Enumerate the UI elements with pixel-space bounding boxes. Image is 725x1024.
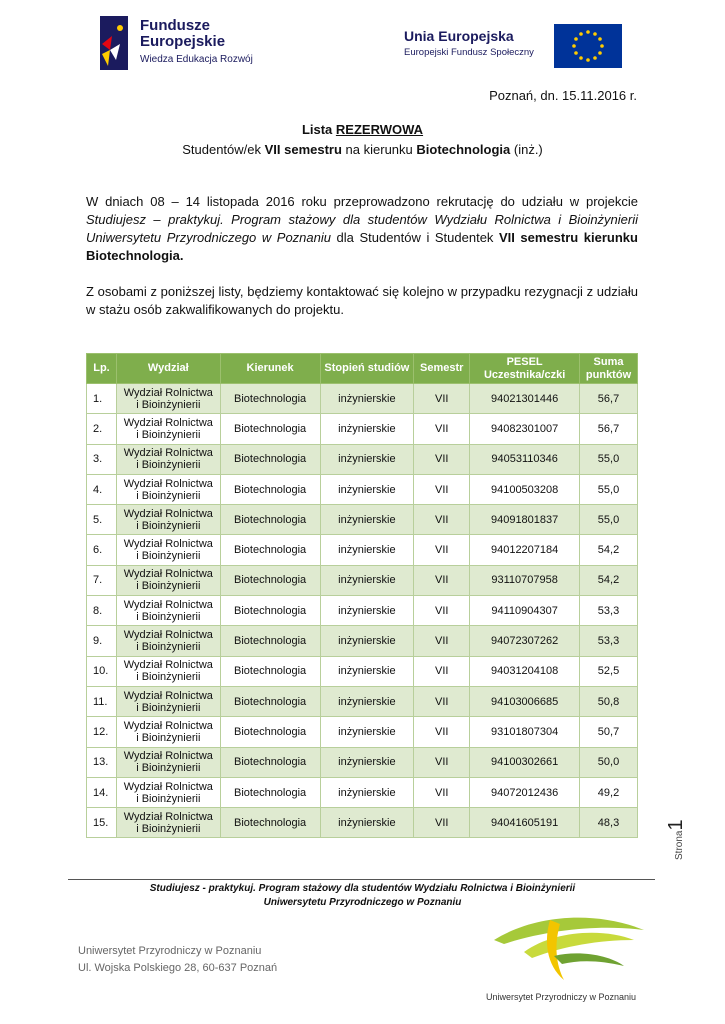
- cell-semestr: VII: [414, 717, 470, 747]
- cell-lp: 5.: [87, 505, 117, 535]
- cell-semestr: VII: [414, 808, 470, 838]
- ue-subtitle: Europejski Fundusz Społeczny: [404, 47, 534, 58]
- cell-suma: 53,3: [580, 596, 638, 626]
- cell-kierunek: Biotechnologia: [220, 505, 320, 535]
- cell-lp: 6.: [87, 535, 117, 565]
- table-row: [87, 596, 638, 626]
- header-semestr: Semestr: [414, 354, 470, 384]
- cell-pesel: 94082301007: [470, 414, 580, 444]
- footer-divider: [68, 879, 655, 880]
- header-suma: Suma punktów: [580, 354, 638, 384]
- cell-pesel: 94031204108: [470, 656, 580, 686]
- wydzial-line2: i Bioinżynierii: [136, 428, 201, 441]
- cell-wydzial: [116, 717, 220, 747]
- cell-wydzial: [116, 686, 220, 716]
- table-row: [87, 656, 638, 686]
- cell-semestr: VII: [414, 656, 470, 686]
- table-row: [87, 535, 638, 565]
- wydzial-line1: Wydział Rolnictwa: [123, 659, 213, 672]
- info-paragraph: Z osobami z poniższej listy, będziemy kontaktować się kolejno w przypadku rezygnacji z udziału w stażu osób zakwalifikowanych do projektu.: [86, 284, 638, 317]
- table-row: [87, 626, 638, 656]
- wydzial-line1: Wydział Rolnictwa: [123, 447, 213, 460]
- cell-wydzial: [116, 596, 220, 626]
- fundusze-europejskie-logo: [98, 14, 298, 74]
- table-row: [87, 505, 638, 535]
- header-kierunek: Kierunek: [220, 354, 320, 384]
- cell-stopien: inżynierskie: [320, 686, 414, 716]
- cell-stopien: inżynierskie: [320, 656, 414, 686]
- page-label: Strona: [674, 830, 685, 860]
- cell-pesel: 93110707958: [470, 565, 580, 595]
- cell-lp: 8.: [87, 596, 117, 626]
- table-row: [87, 686, 638, 716]
- cell-lp: 2.: [87, 414, 117, 444]
- header-stopien: Stopień studiów: [320, 354, 414, 384]
- document-date: Poznań, dn. 15.11.2016 r.: [489, 88, 637, 103]
- cell-kierunek: Biotechnologia: [220, 777, 320, 807]
- cell-stopien: inżynierskie: [320, 808, 414, 838]
- cell-stopien: inżynierskie: [320, 505, 414, 535]
- reserve-list-table: [86, 353, 638, 838]
- cell-suma: 55,0: [580, 505, 638, 535]
- cell-lp: 1.: [87, 384, 117, 414]
- wydzial-line1: Wydział Rolnictwa: [123, 538, 213, 551]
- cell-pesel: 94091801837: [470, 505, 580, 535]
- intro-part-a: W dniach 08 – 14 listopada 2016 roku przeprowadzono rekrutację do udziału w projekcie: [86, 194, 638, 209]
- cell-wydzial: [116, 626, 220, 656]
- document-title: [0, 122, 725, 137]
- cell-stopien: inżynierskie: [320, 565, 414, 595]
- wydzial-line2: i Bioinżynierii: [136, 762, 201, 775]
- footer-project: [0, 882, 725, 910]
- wydzial-line2: i Bioinżynierii: [136, 459, 201, 472]
- cell-kierunek: Biotechnologia: [220, 626, 320, 656]
- footer-line1: Studiujesz - praktykuj. Program stażowy dla studentów Wydziału Rolnictwa i Bioinżynierii: [149, 883, 576, 894]
- cell-kierunek: Biotechnologia: [220, 808, 320, 838]
- wydzial-line2: i Bioinżynierii: [136, 550, 201, 563]
- fe-flag-icon: [98, 14, 130, 72]
- table-row: [87, 384, 638, 414]
- wydzial-line1: Wydział Rolnictwa: [123, 780, 213, 793]
- cell-suma: 55,0: [580, 474, 638, 504]
- wydzial-line1: Wydział Rolnictwa: [123, 568, 213, 581]
- table-row: [87, 777, 638, 807]
- cell-pesel: 94012207184: [470, 535, 580, 565]
- cell-pesel: 94053110346: [470, 444, 580, 474]
- cell-semestr: VII: [414, 535, 470, 565]
- address-line2: Ul. Wojska Polskiego 28, 60-637 Poznań: [78, 962, 278, 974]
- footer-address: [78, 943, 277, 977]
- cell-lp: 10.: [87, 656, 117, 686]
- university-logo-icon: [484, 910, 654, 990]
- cell-pesel: 94041605191: [470, 808, 580, 838]
- cell-lp: 13.: [87, 747, 117, 777]
- cell-wydzial: [116, 808, 220, 838]
- fe-title-line2: Europejskie: [140, 33, 226, 50]
- fe-title-line1: Fundusze: [140, 17, 210, 34]
- wydzial-line2: i Bioinżynierii: [136, 580, 201, 593]
- fe-subtitle: Wiedza Edukacja Rozwój: [140, 54, 253, 65]
- subtitle-part-a: Studentów/ek: [182, 142, 265, 157]
- cell-wydzial: [116, 474, 220, 504]
- table-row: [87, 808, 638, 838]
- intro-part-d: VII semestru kierunku Biotechnologia.: [86, 230, 638, 263]
- cell-semestr: VII: [414, 565, 470, 595]
- wydzial-line2: i Bioinżynierii: [136, 610, 201, 623]
- cell-suma: 54,2: [580, 565, 638, 595]
- unia-europejska-logo: [404, 24, 624, 70]
- wydzial-line2: i Bioinżynierii: [136, 489, 201, 502]
- cell-semestr: VII: [414, 626, 470, 656]
- cell-kierunek: Biotechnologia: [220, 686, 320, 716]
- cell-stopien: inżynierskie: [320, 444, 414, 474]
- cell-lp: 14.: [87, 777, 117, 807]
- subtitle-field: Biotechnologia: [416, 142, 511, 157]
- cell-kierunek: Biotechnologia: [220, 656, 320, 686]
- cell-semestr: VII: [414, 505, 470, 535]
- cell-stopien: inżynierskie: [320, 596, 414, 626]
- cell-wydzial: [116, 384, 220, 414]
- subtitle-part-c: na kierunku: [341, 142, 417, 157]
- cell-semestr: VII: [414, 596, 470, 626]
- intro-part-c: dla Studentów i Studentek: [331, 230, 499, 245]
- cell-semestr: VII: [414, 777, 470, 807]
- cell-stopien: inżynierskie: [320, 384, 414, 414]
- table-body: [87, 384, 638, 838]
- cell-semestr: VII: [414, 686, 470, 716]
- cell-pesel: 94072307262: [470, 626, 580, 656]
- cell-suma: 48,3: [580, 808, 638, 838]
- wydzial-line2: i Bioinżynierii: [136, 641, 201, 654]
- cell-stopien: inżynierskie: [320, 535, 414, 565]
- cell-suma: 55,0: [580, 444, 638, 474]
- title-highlight: REZERWOWA: [335, 122, 424, 137]
- wydzial-line1: Wydział Rolnictwa: [123, 598, 213, 611]
- cell-kierunek: Biotechnologia: [220, 384, 320, 414]
- cell-lp: 3.: [87, 444, 117, 474]
- cell-wydzial: [116, 656, 220, 686]
- cell-kierunek: Biotechnologia: [220, 414, 320, 444]
- cell-wydzial: [116, 747, 220, 777]
- cell-stopien: inżynierskie: [320, 717, 414, 747]
- wydzial-line2: i Bioinżynierii: [136, 792, 201, 805]
- wydzial-line1: Wydział Rolnictwa: [123, 810, 213, 823]
- cell-wydzial: [116, 535, 220, 565]
- cell-lp: 4.: [87, 474, 117, 504]
- cell-semestr: VII: [414, 384, 470, 414]
- footer-line2: Uniwersytetu Przyrodniczego w Poznaniu: [263, 897, 462, 908]
- title-prefix: Lista: [301, 122, 336, 137]
- cell-wydzial: [116, 565, 220, 595]
- cell-suma: 52,5: [580, 656, 638, 686]
- university-logo-label: Uniwersytet Przyrodniczy w Poznaniu: [486, 992, 637, 1002]
- cell-pesel: 93101807304: [470, 717, 580, 747]
- cell-stopien: inżynierskie: [320, 414, 414, 444]
- cell-pesel: 94072012436: [470, 777, 580, 807]
- cell-suma: 50,0: [580, 747, 638, 777]
- table-row: [87, 474, 638, 504]
- wydzial-line2: i Bioinżynierii: [136, 519, 201, 532]
- eu-flag-icon: [554, 24, 622, 68]
- cell-suma: 50,8: [580, 686, 638, 716]
- cell-kierunek: Biotechnologia: [220, 717, 320, 747]
- header-pesel: PESEL Uczestnika/czki: [470, 354, 580, 384]
- cell-kierunek: Biotechnologia: [220, 596, 320, 626]
- cell-stopien: inżynierskie: [320, 777, 414, 807]
- table-row: [87, 747, 638, 777]
- wydzial-line1: Wydział Rolnictwa: [123, 507, 213, 520]
- table-row: [87, 414, 638, 444]
- wydzial-line1: Wydział Rolnictwa: [123, 477, 213, 490]
- table-row: [87, 444, 638, 474]
- wydzial-line2: i Bioinżynierii: [136, 731, 201, 744]
- cell-stopien: inżynierskie: [320, 747, 414, 777]
- cell-kierunek: Biotechnologia: [220, 747, 320, 777]
- cell-wydzial: [116, 414, 220, 444]
- cell-suma: 56,7: [580, 414, 638, 444]
- cell-lp: 9.: [87, 626, 117, 656]
- header-wydzial: Wydział: [116, 354, 220, 384]
- wydzial-line1: Wydział Rolnictwa: [123, 386, 213, 399]
- cell-wydzial: [116, 444, 220, 474]
- wydzial-line1: Wydział Rolnictwa: [123, 719, 213, 732]
- cell-lp: 7.: [87, 565, 117, 595]
- subtitle-part-e: (inż.): [510, 142, 543, 157]
- table-row: [87, 565, 638, 595]
- cell-lp: 11.: [87, 686, 117, 716]
- wydzial-line2: i Bioinżynierii: [136, 671, 201, 684]
- wydzial-line2: i Bioinżynierii: [136, 398, 201, 411]
- page-num: 1: [665, 819, 687, 831]
- page-number: [665, 800, 695, 860]
- address-line1: Uniwersytet Przyrodniczy w Poznaniu: [78, 945, 262, 957]
- cell-kierunek: Biotechnologia: [220, 565, 320, 595]
- table-header-row: [87, 354, 638, 384]
- table-row: [87, 717, 638, 747]
- cell-pesel: 94021301446: [470, 384, 580, 414]
- cell-pesel: 94100302661: [470, 747, 580, 777]
- cell-suma: 56,7: [580, 384, 638, 414]
- wydzial-line2: i Bioinżynierii: [136, 822, 201, 835]
- cell-pesel: 94100503208: [470, 474, 580, 504]
- intro-paragraph: [86, 193, 638, 265]
- subtitle-semester: VII semestru: [264, 142, 342, 157]
- intro-project-name: Studiujesz – praktykuj. Program stażowy dla studentów Wydziału Rolnictwa i Bioinżynierii Uniwersytetu Przyrodniczego w Poznaniu: [86, 212, 638, 245]
- ue-title: Unia Europejska: [404, 28, 514, 44]
- wydzial-line2: i Bioinżynierii: [136, 701, 201, 714]
- cell-stopien: inżynierskie: [320, 474, 414, 504]
- cell-wydzial: [116, 505, 220, 535]
- wydzial-line1: Wydział Rolnictwa: [123, 629, 213, 642]
- cell-semestr: VII: [414, 414, 470, 444]
- cell-semestr: VII: [414, 474, 470, 504]
- cell-kierunek: Biotechnologia: [220, 474, 320, 504]
- header-lp: Lp.: [87, 354, 117, 384]
- cell-semestr: VII: [414, 747, 470, 777]
- cell-kierunek: Biotechnologia: [220, 444, 320, 474]
- wydzial-line1: Wydział Rolnictwa: [123, 416, 213, 429]
- cell-lp: 12.: [87, 717, 117, 747]
- cell-stopien: inżynierskie: [320, 626, 414, 656]
- cell-pesel: 94110904307: [470, 596, 580, 626]
- cell-kierunek: Biotechnologia: [220, 535, 320, 565]
- cell-semestr: VII: [414, 444, 470, 474]
- wydzial-line1: Wydział Rolnictwa: [123, 689, 213, 702]
- cell-lp: 15.: [87, 808, 117, 838]
- cell-suma: 50,7: [580, 717, 638, 747]
- cell-suma: 49,2: [580, 777, 638, 807]
- wydzial-line1: Wydział Rolnictwa: [123, 750, 213, 763]
- cell-suma: 54,2: [580, 535, 638, 565]
- document-subtitle: [0, 142, 725, 157]
- cell-pesel: 94103006685: [470, 686, 580, 716]
- cell-suma: 53,3: [580, 626, 638, 656]
- cell-wydzial: [116, 777, 220, 807]
